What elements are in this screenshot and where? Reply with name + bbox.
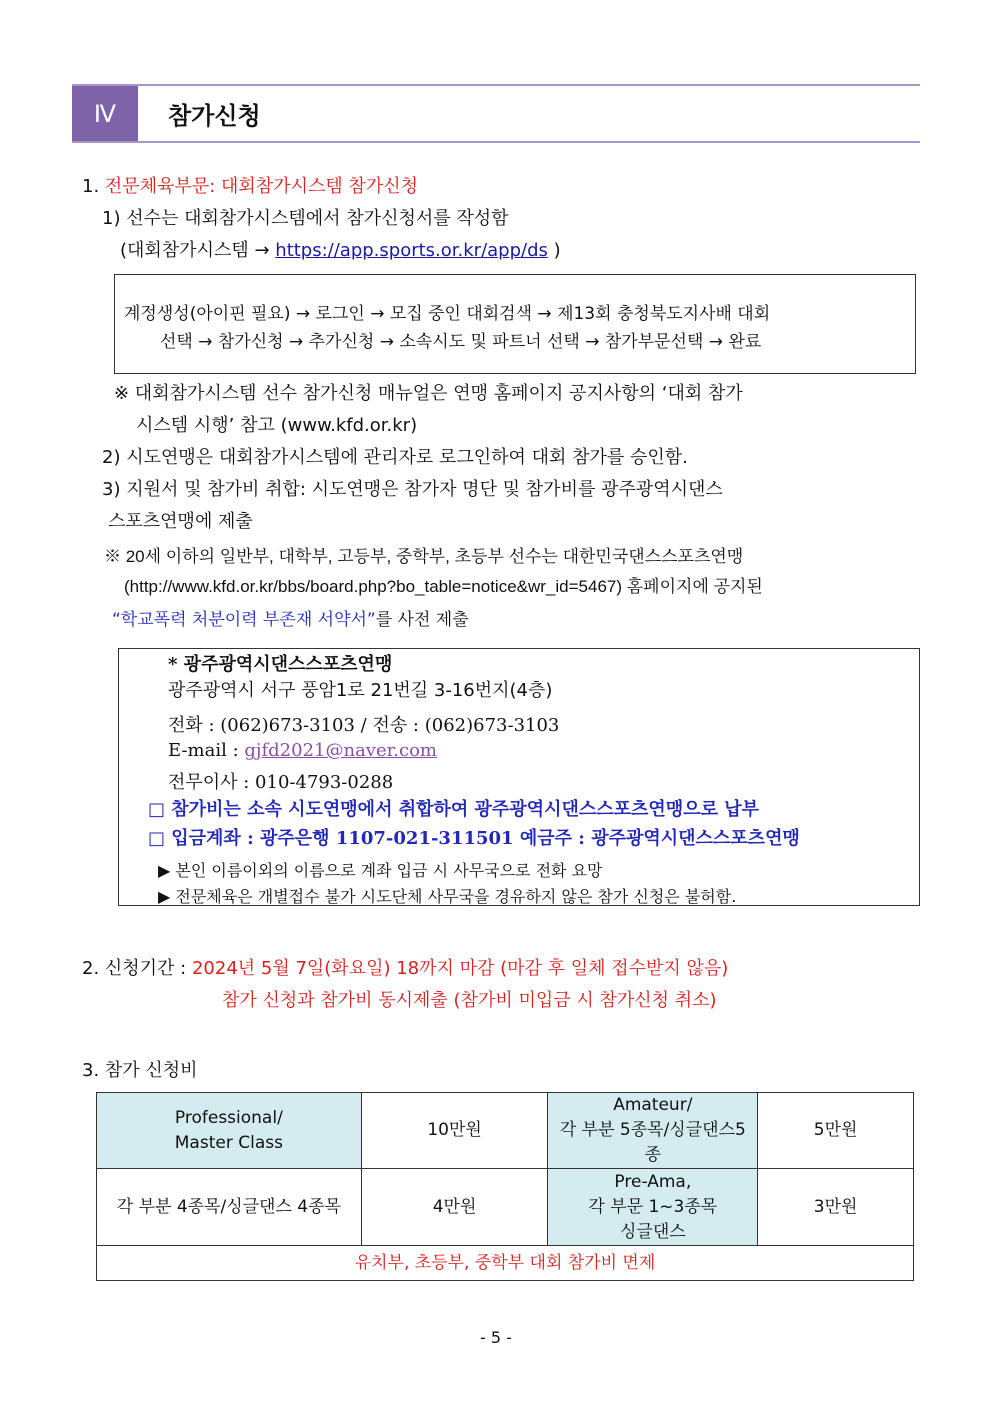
notice-line2: (http://www.kfd.or.kr/bbs/board.php?bo_table=notice&wr_id=5467) 홈페이지에 공지된 xyxy=(124,577,763,596)
contact-director: 전무이사 : 010-4793-0288 xyxy=(168,772,394,793)
contact-address: 광주광역시 서구 풍암1로 21번길 3-16번지(4층) xyxy=(168,680,553,701)
table-row xyxy=(97,1093,914,1169)
manual-note-line1: ※ 대회참가시스템 선수 참가신청 매뉴얼은 연맹 홈페이지 공지사항의 ‘대회 참가 xyxy=(114,383,743,404)
item1-number: 1. xyxy=(82,176,100,197)
notice-line3 xyxy=(112,605,469,630)
page-number: - 5 - xyxy=(480,1328,512,1347)
link-prefix: (대회참가시스템 → xyxy=(120,240,270,261)
header-rule-bottom xyxy=(72,141,920,143)
contact-email-line xyxy=(168,740,437,761)
item1-step1: 1) 선수는 대회참가시스템에서 참가신청서를 작성함 xyxy=(102,208,509,229)
table-row xyxy=(97,1246,914,1281)
fee-professional: 10만원 xyxy=(361,1093,548,1169)
procedure-line2: 선택 → 참가신청 → 추가신청 → 소속시도 및 파트너 선택 → 참가부문선택 → 완료 xyxy=(160,332,762,352)
bank-account: □ 입금계좌 : 광주은행 1107-021-311501 예금주 : 광주광역시댄스스포츠연맹 xyxy=(148,828,800,849)
item1-title: 전문체육부문: 대회참가시스템 참가신청 xyxy=(104,176,419,197)
manual-note-line2: 시스템 시행’ 참고 (www.kfd.or.kr) xyxy=(136,415,418,436)
item1-step3-line2: 스포츠연맹에 제출 xyxy=(108,511,253,532)
item2-label: 2. 신청기간 : xyxy=(82,958,187,979)
fee-exemption: 유치부, 초등부, 중학부 대회 참가비 면제 xyxy=(97,1246,914,1281)
contact-org: * 광주광역시댄스스포츠연맹 xyxy=(168,654,393,675)
fee-payment-note: □ 참가비는 소속 시도연맹에서 취합하여 광주광역시댄스스포츠연맹으로 납부 xyxy=(148,799,760,820)
notice-line3-rest: 를 사전 제출 xyxy=(375,610,469,630)
fee-category-pre-ama: Pre-Ama, 각 부문 1~3종목 싱글댄스 xyxy=(548,1169,758,1246)
item1-step3-line1: 3) 지원서 및 참가비 취합: 시도연맹은 참가자 명단 및 참가비를 광주광역시댄스 xyxy=(102,479,723,500)
contact-bullet2: ▶ 전문체육은 개별접수 불가 시도단체 사무국을 경유하지 않은 참가 신청은 불허함. xyxy=(158,887,737,906)
email-link[interactable]: gjfd2021@naver.com xyxy=(244,740,437,761)
notice-line1: ※ 20세 이하의 일반부, 대학부, 고등부, 중학부, 초등부 선수는 대한민국댄스스포츠연맹 xyxy=(104,547,744,566)
link-suffix: ) xyxy=(553,240,561,261)
section-title: 참가신청 xyxy=(168,102,261,130)
contact-bullet1: ▶ 본인 이름이외의 이름으로 계좌 입금 시 사무국으로 전화 요망 xyxy=(158,861,603,880)
contact-phone: 전화 : (062)673-3103 / 전송 : (062)673-3103 xyxy=(168,715,560,736)
procedure-box xyxy=(114,274,916,374)
item3-label: 3. 참가 신청비 xyxy=(82,1060,198,1081)
fee-category-professional: Professional/ Master Class xyxy=(97,1093,362,1169)
fee-category-amateur: Amateur/ 각 부분 5종목/싱글댄스5종 xyxy=(548,1093,758,1169)
section-number: Ⅳ xyxy=(93,100,117,128)
item2-line1 xyxy=(82,954,728,980)
item1-link-line xyxy=(120,236,561,262)
fee-table xyxy=(96,1092,914,1281)
fee-amateur: 5만원 xyxy=(758,1093,914,1169)
procedure-line1: 계정생성(아이핀 필요) → 로그인 → 모집 중인 대회검색 → 제13회 충청북도지사배 대회 xyxy=(124,304,771,324)
pledge-title: “학교폭력 처분이력 부존재 서약서” xyxy=(112,610,376,630)
item1-heading xyxy=(82,172,418,198)
fee-4events: 4만원 xyxy=(361,1169,548,1246)
section-number-badge xyxy=(72,86,138,142)
table-row xyxy=(97,1169,914,1246)
fee-pre-ama: 3만원 xyxy=(758,1169,914,1246)
header-rule-top xyxy=(72,84,920,86)
email-label: E-mail : xyxy=(168,740,239,761)
fee-category-4events: 각 부분 4종목/싱글댄스 4종목 xyxy=(97,1169,362,1246)
registration-system-link[interactable]: https://app.sports.or.kr/app/ds xyxy=(275,240,548,261)
item2-line2: 참가 신청과 참가비 동시제출 (참가비 미입금 시 참가신청 취소) xyxy=(222,990,717,1011)
item1-step2: 2) 시도연맹은 대회참가시스템에 관리자로 로그인하여 대회 참가를 승인함. xyxy=(102,447,688,468)
application-deadline: 2024년 5월 7일(화요일) 18까지 마감 (마감 후 일체 접수받지 않음) xyxy=(191,958,729,979)
